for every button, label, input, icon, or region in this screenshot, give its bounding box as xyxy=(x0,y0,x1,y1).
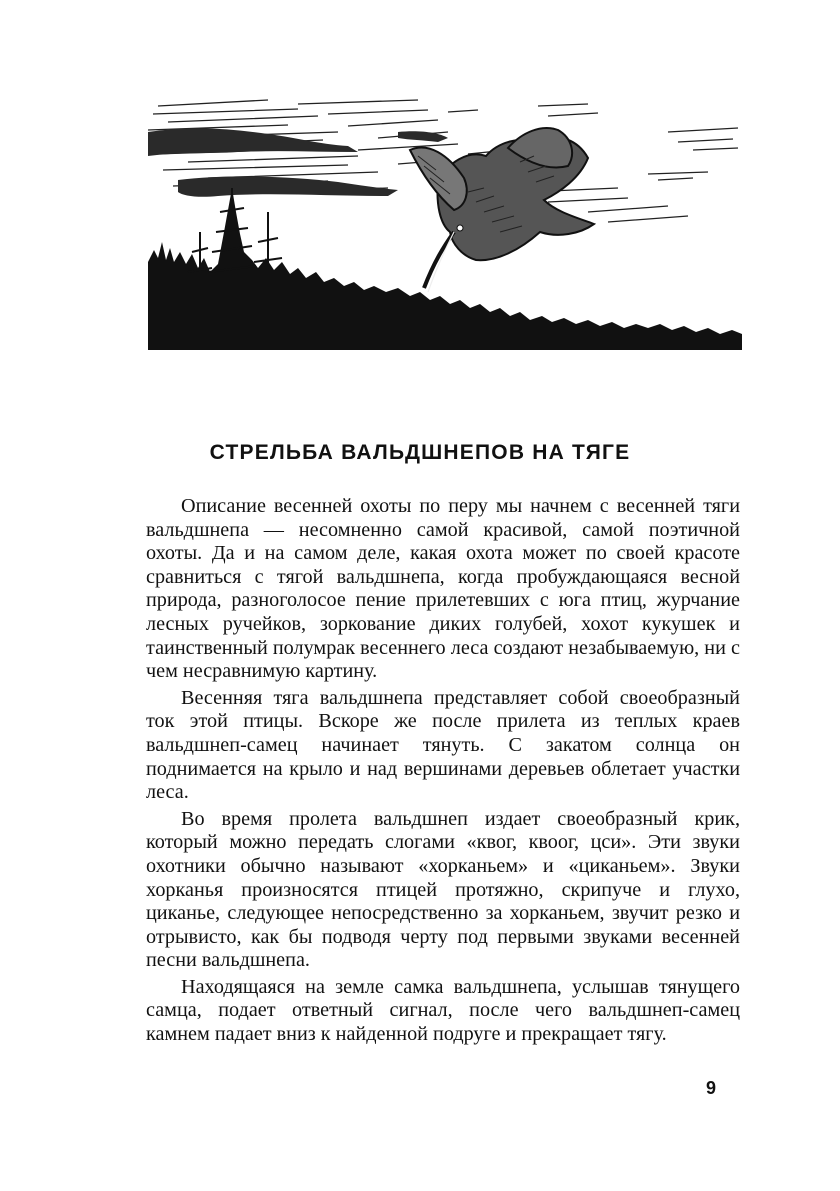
page-number: 9 xyxy=(706,1078,717,1098)
body-text xyxy=(146,495,740,1050)
paragraph: Во время пролета вальдшнеп издает своеобразный крик, который можно передать слогами «квог, квоог, цси». Эти звуки охотники обычно называют «хорканьем» и «циканьем». Звуки хорканья произносятся птицей протяжно, скрипуче и глухо, циканье, следующее непосредственно за хорканьем, звучит резко и отрывисто, как бы подводя черту под первыми звуками весенней песни вальдшнепа. xyxy=(146,807,740,972)
paragraph: Находящаяся на земле самка вальдшнепа, услышав тянущего самца, подает ответный сигнал, после чего вальдшнеп-самец камнем падает вниз к найденной подруге и прекращает тягу. xyxy=(146,975,740,1046)
woodcock-bird xyxy=(410,128,594,292)
chapter-title: СТРЕЛЬБА ВАЛЬДШНЕПОВ НА ТЯГЕ xyxy=(209,441,631,464)
paragraph: Весенняя тяга вальдшнепа представляет собой своеобразный ток этой птицы. Вскоре же после прилета из теплых краев вальдшнеп-самец начинает тянуть. С закатом солнца он поднимается на крыло и над вершинами деревьев облетает участки леса. xyxy=(146,686,740,804)
dark-cloud-band xyxy=(148,128,448,196)
paragraph: Описание весенней охоты по перу мы начнем с весенней тяги вальдшнепа — несомненно самой красивой, самой поэтичной охоты. Да и на самом деле, какая охота может по своей красоте сравниться с тягой вальдшнепа, когда пробуждающаяся весной природа, разноголосое пение прилетевших с юга птиц, журчание лесных ручейков, зоркование диких голубей, хохот кукушек и таинственный полумрак весеннего леса создают незабываемую, ни с чем несравнимую картину. xyxy=(146,495,740,683)
woodcock-illustration xyxy=(148,92,742,350)
